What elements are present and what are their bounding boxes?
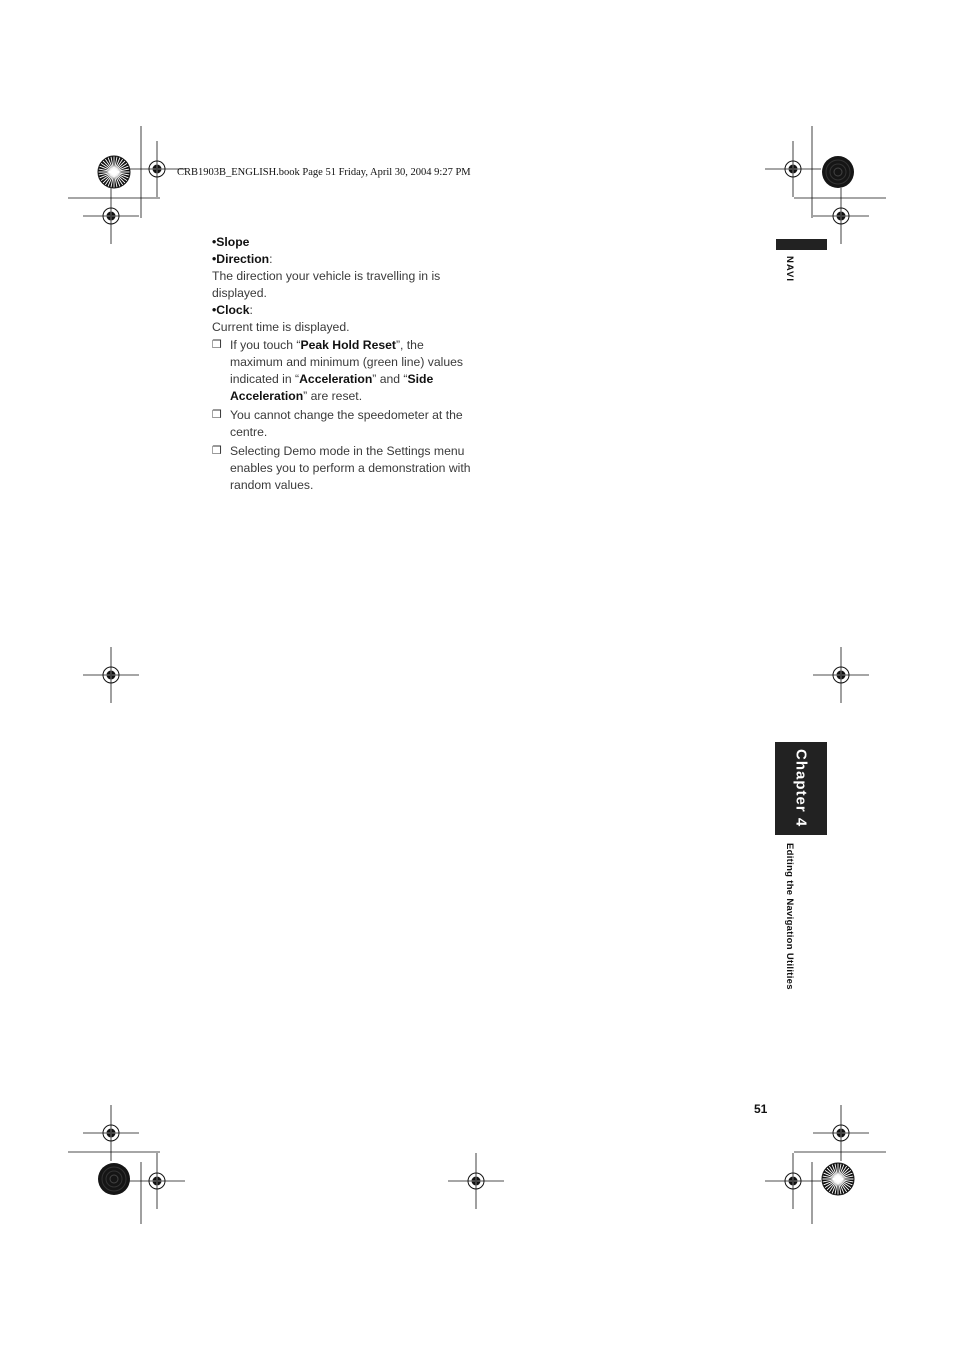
dark-target-icon — [98, 1163, 130, 1195]
note-demo-mode: ❒ Selecting Demo mode in the Settings menu enables you to perform a demonstration with random values. — [212, 443, 471, 492]
note-speedometer: ❒ You cannot change the speedometer at the centre. — [212, 408, 463, 439]
clock-description: Current time is displayed. — [212, 319, 350, 334]
registration-crosshair-icon — [813, 188, 869, 244]
clock-item: •Clock: — [212, 302, 253, 317]
starburst-target-icon — [822, 1163, 854, 1195]
registration-crosshair-icon — [83, 647, 139, 703]
side-acceleration-label: Side Acceleration — [230, 372, 434, 404]
registration-crosshair-icon — [765, 141, 821, 197]
direction-description: The direction your vehicle is travelling in is displayed. — [212, 268, 441, 300]
note-peak-hold: ❒ If you touch “Peak Hold Reset”, the maximum and minimum (green line) values indicated in “Acceleration” and “Side Acceleration” are reset. — [212, 338, 463, 404]
registration-crosshair-icon — [813, 1105, 869, 1161]
dark-target-icon — [822, 156, 854, 188]
chapter-tab — [775, 742, 827, 835]
registration-crosshair-icon — [448, 1153, 504, 1209]
registration-crosshair-icon — [813, 647, 869, 703]
slope-item: •Slope — [212, 235, 250, 249]
starburst-target-icon — [98, 156, 130, 188]
page-number: 51 — [754, 1102, 768, 1116]
clock-label: Clock — [216, 302, 250, 317]
slope-label: Slope — [216, 235, 250, 249]
registration-crosshair-icon — [765, 1153, 821, 1209]
registration-crosshair-icon — [83, 188, 139, 244]
navi-tab-bar — [776, 239, 827, 250]
navi-label: NAVI — [784, 256, 795, 282]
section-title: Editing the Navigation Utilities — [784, 843, 795, 990]
direction-label: Direction — [216, 251, 270, 266]
checkbox-bullet-icon: ❒ — [212, 339, 222, 352]
file-info-header: CRB1903B_ENGLISH.book Page 51 Friday, April 30, 2004 9:27 PM — [177, 167, 471, 178]
checkbox-bullet-icon: ❒ — [212, 444, 222, 457]
registration-crosshair-icon — [129, 1153, 185, 1209]
checkbox-bullet-icon: ❒ — [212, 409, 222, 422]
body-content — [212, 234, 474, 494]
peak-hold-reset-label: Peak Hold Reset — [300, 338, 396, 353]
direction-item: •Direction: — [212, 251, 273, 266]
acceleration-label: Acceleration — [299, 372, 373, 387]
chapter-label: Chapter 4 — [792, 749, 810, 828]
registration-crosshair-icon — [83, 1105, 139, 1161]
